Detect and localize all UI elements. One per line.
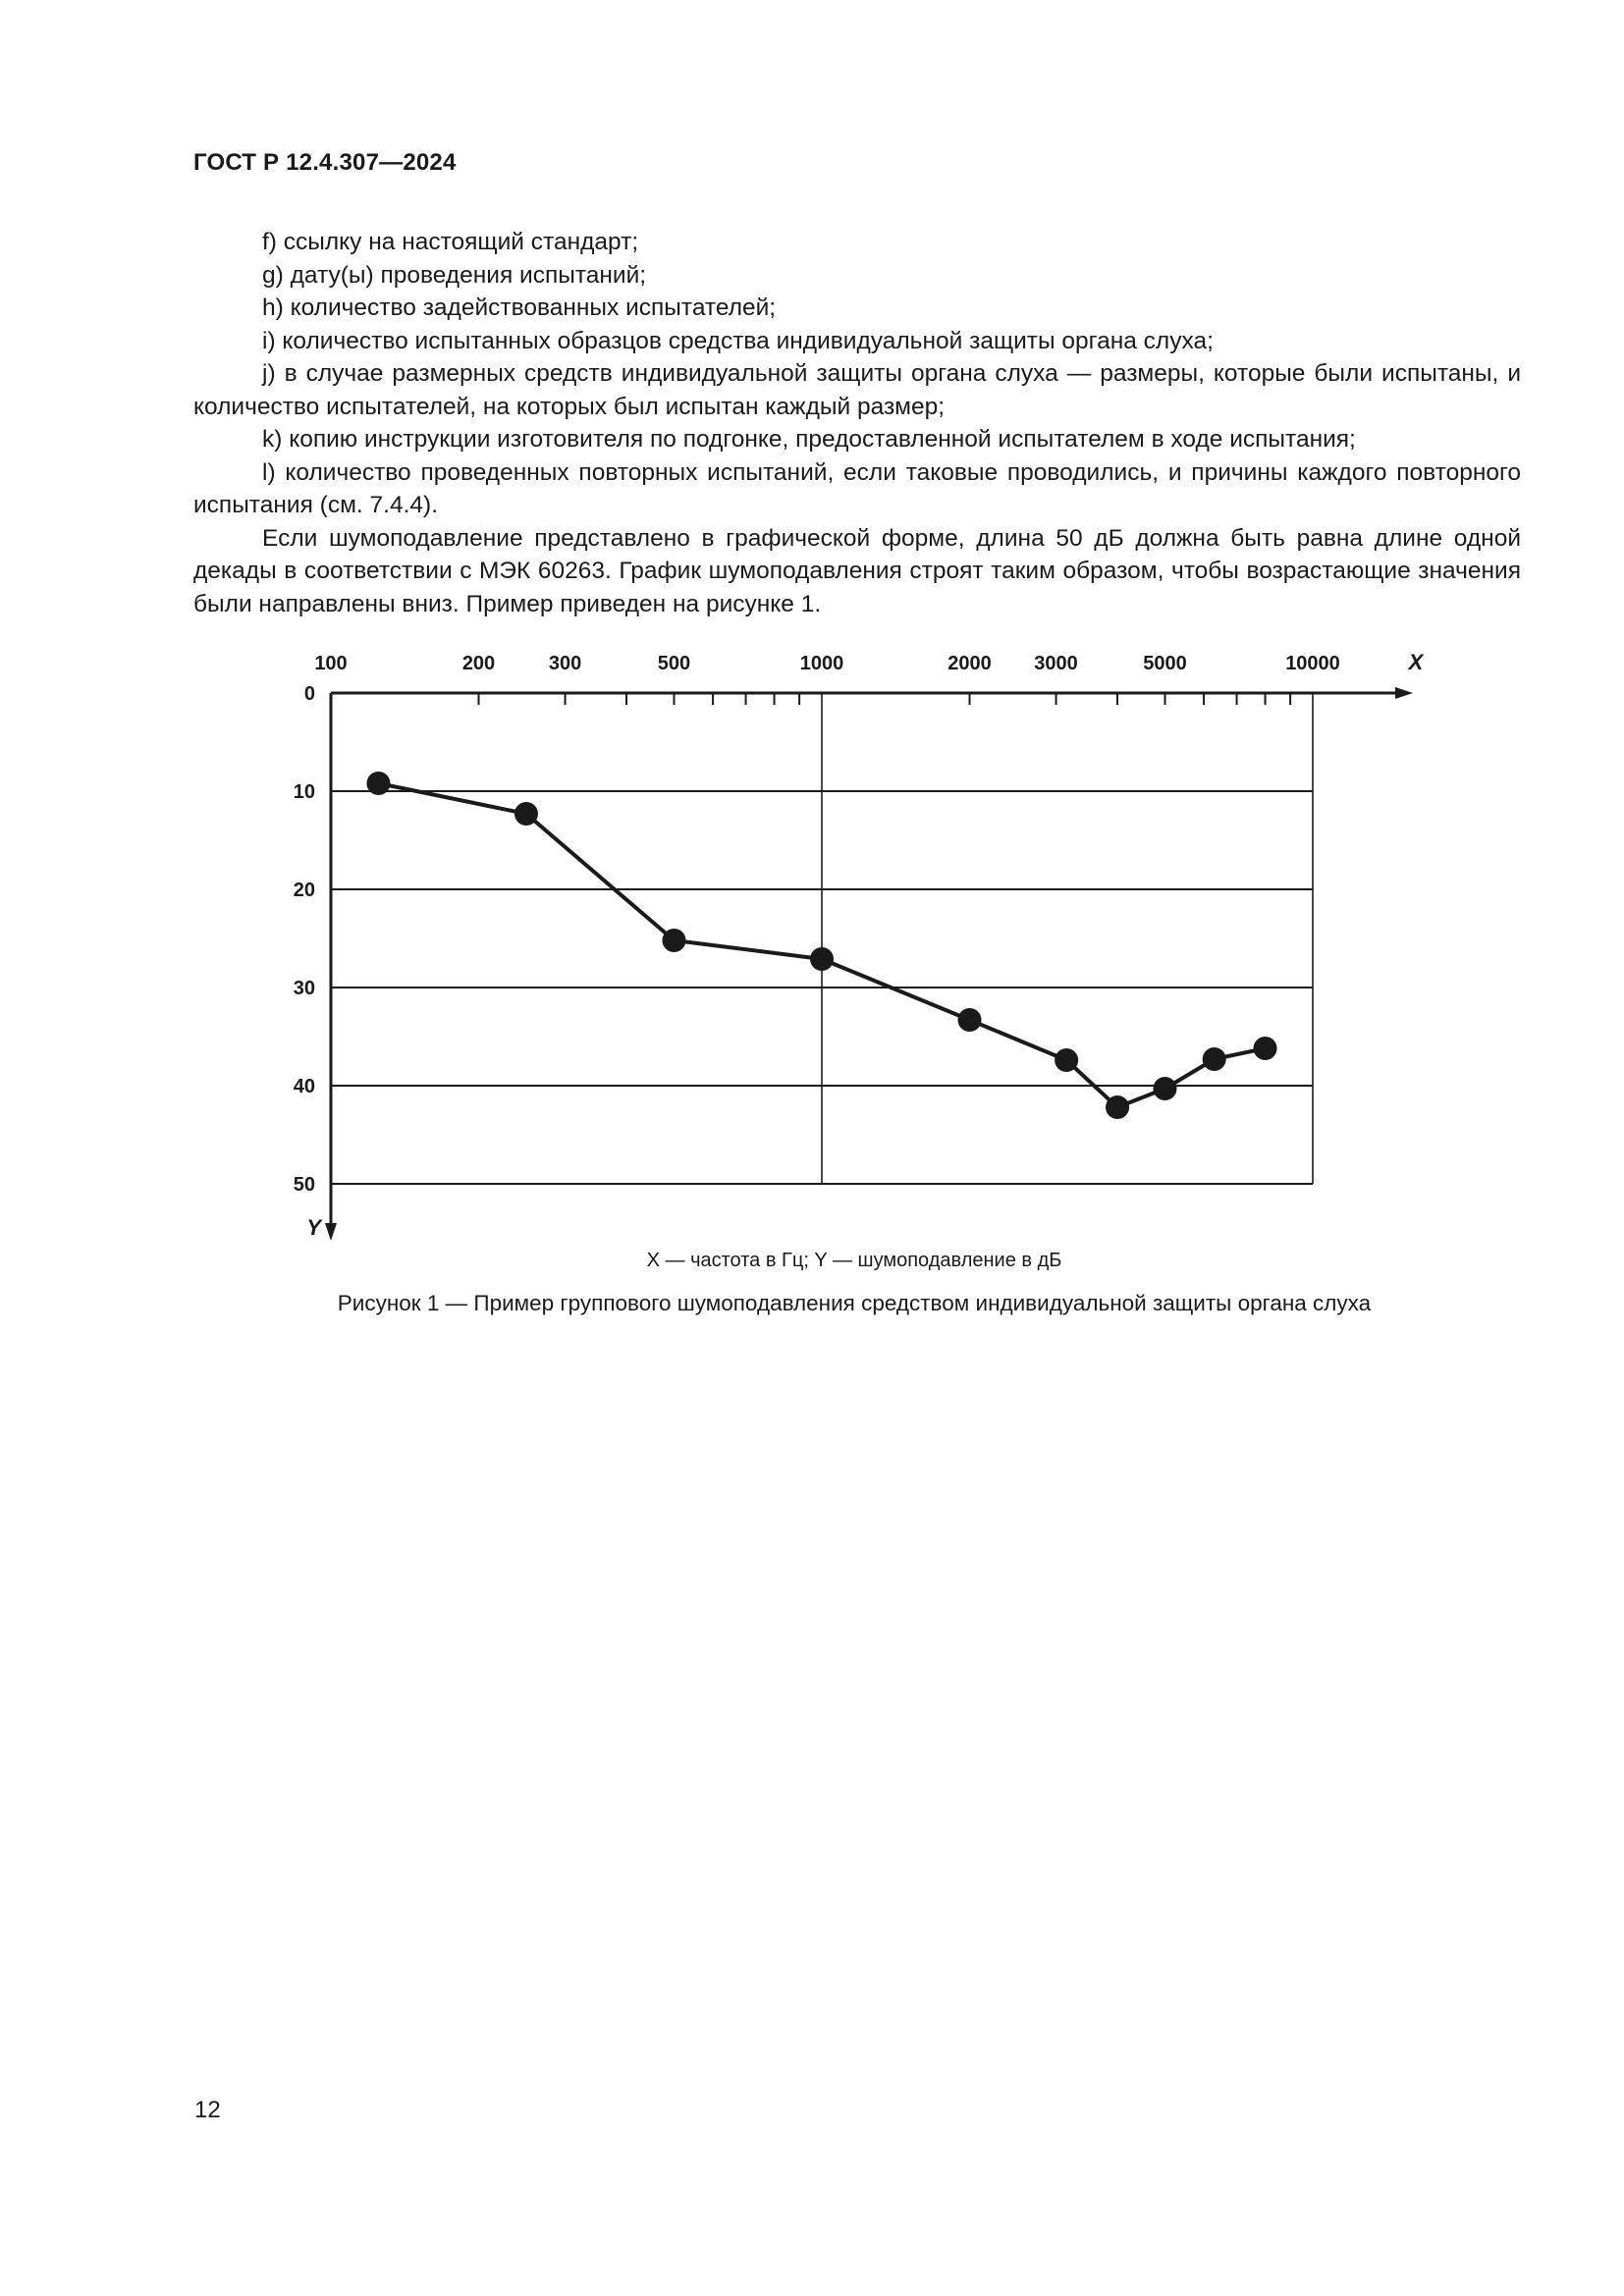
data-point [366, 772, 390, 795]
x-tick-label: 2000 [947, 653, 992, 674]
x-tick-label: 200 [461, 653, 496, 674]
data-point [1055, 1048, 1078, 1072]
data-point [958, 1008, 982, 1032]
attenuation-chart [275, 638, 1434, 1247]
data-point [662, 929, 685, 952]
y-tick-label: 40 [293, 1076, 315, 1097]
y-axis-arrow [325, 1223, 337, 1241]
y-axis-name: Y [306, 1215, 321, 1240]
x-tick-label: 5000 [1143, 653, 1187, 674]
list-item-l: l) количество проведенных повторных испытаний, если таковые проводились, и причины каждого повторного испытания (см. 7.4.4). [193, 458, 1521, 518]
x-tick-label: 100 [314, 653, 348, 674]
data-point [810, 947, 834, 971]
list-item-f: f) ссылку на настоящий стандарт; [262, 229, 639, 255]
page-number: 12 [194, 2097, 221, 2123]
list-item-g: g) дату(ы) проведения испытаний; [262, 261, 647, 289]
data-point [1254, 1037, 1277, 1060]
x-tick-label: 10000 [1285, 653, 1340, 674]
list-item-k: k) копию инструкции изготовителя по подгонке, предоставленной испытателем в ходе испытания; [262, 426, 1356, 453]
y-tick-label: 20 [293, 880, 315, 901]
document-header: ГОСТ Р 12.4.307—2024 [193, 149, 457, 176]
data-point [1106, 1095, 1129, 1119]
x-axis-name: X [1408, 650, 1424, 674]
x-tick-label: 3000 [1034, 653, 1078, 674]
x-tick-label: 1000 [799, 653, 844, 674]
y-tick-label: 50 [293, 1174, 315, 1196]
data-point [1203, 1047, 1226, 1071]
graph-description-paragraph: Если шумоподавление представлено в графической форме, длина 50 дБ должна быть равна длине одной декады в соответствии с МЭК 60263. График шумоподавления строят таким образом, чтобы возрастающие значения были направлены вниз. Пример приведен на рисунке 1. [193, 524, 1521, 617]
body-text [193, 226, 1521, 620]
data-point [514, 802, 538, 826]
list-item-h: h) количество задействованных испытателей; [262, 294, 777, 321]
list-item-i: i) количество испытанных образцов средства индивидуальной защиты органа слуха; [262, 327, 1214, 354]
x-axis-arrow [1395, 687, 1413, 699]
list-item-j: j) в случае размерных средств индивидуальной защиты органа слуха — размеры, которые были испытаны, и количество испытателей, на которых был испытан каждый размер; [193, 360, 1521, 420]
figure-legend [0, 1250, 1624, 1272]
data-point [1153, 1077, 1176, 1100]
x-tick-label: 500 [657, 653, 691, 674]
figure-legend-text: X — частота в Гц; Y — шумоподавление в дБ [646, 1250, 1062, 1271]
y-tick-label: 10 [293, 781, 315, 803]
y-tick-label: 30 [293, 978, 315, 999]
figure-1 [275, 638, 1434, 1247]
y-tick-label: 0 [303, 683, 315, 705]
x-tick-label: 300 [548, 653, 582, 674]
figure-caption: Рисунок 1 — Пример группового шумоподавления средством индивидуальной защиты органа слуха [337, 1291, 1372, 1315]
